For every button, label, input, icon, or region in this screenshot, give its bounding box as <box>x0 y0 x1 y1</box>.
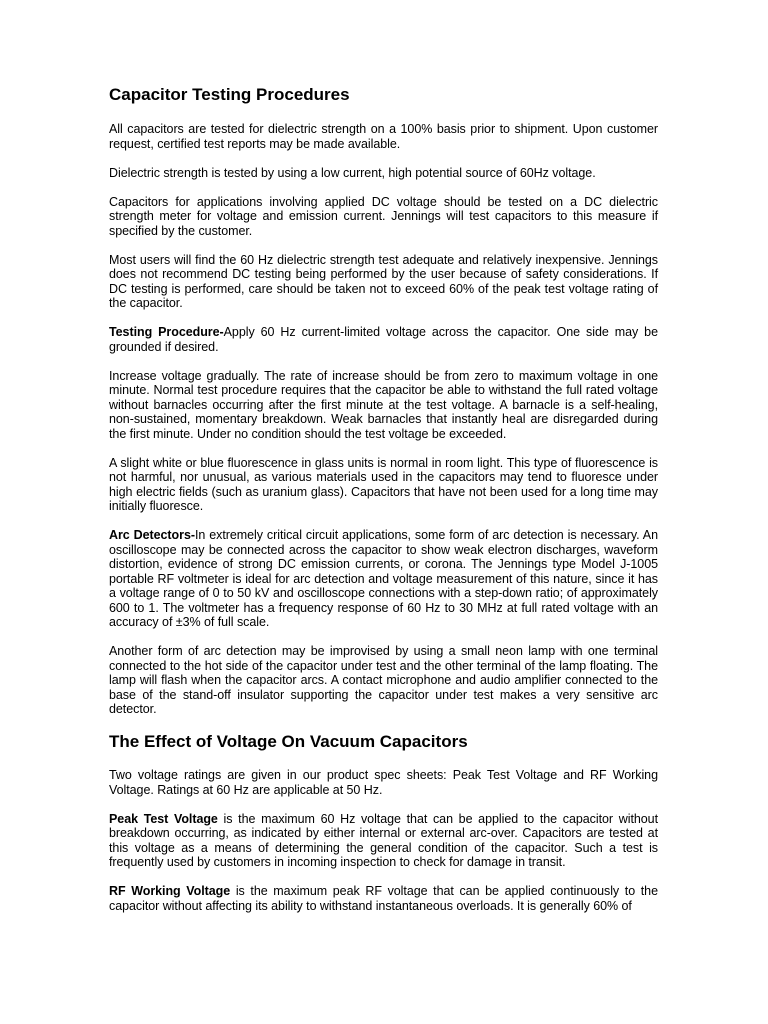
arc-detectors-text: In extremely critical circuit applications, some form of arc detection is necessary. An oscilloscope may be connected across the capacitor to show weak electron discharges, waveform distortion, evidence of strong DC emission currents, or corona. The Jennings type Model J-1005 portable RF voltmeter is ideal for arc detection and voltage measurement of this nature, since it has a voltage range of 0 to 50 kV and oscilloscope connections with a step-down ratio; of approximately 600 to 1. The voltmeter has a frequency response of 60 Hz to 30 MHz at full rated voltage with an accuracy of ±3% of full scale. <box>109 528 658 629</box>
peak-test-voltage-lead: Peak Test Voltage <box>109 811 218 826</box>
paragraph-rf-working-voltage <box>109 884 658 913</box>
document-page <box>109 84 658 913</box>
testing-procedure-text: Apply 60 Hz current-limited voltage across the capacitor. One side may be grounded if desired. <box>109 325 658 354</box>
paragraph-neon-lamp: Another form of arc detection may be improvised by using a small neon lamp with one terminal connected to the hot side of the capacitor under test and the other terminal of the lamp floating. The lamp will flash when the capacitor arcs. A contact microphone and audio amplifier connected to the base of the stand-off insulator supporting the capacitor under test makes a very sensitive arc detector. <box>109 644 658 716</box>
testing-procedure-lead: Testing Procedure- <box>109 325 224 339</box>
paragraph-peak-test-voltage <box>109 812 658 870</box>
rf-working-voltage-lead: RF Working Voltage <box>109 884 231 898</box>
paragraph-voltage-ratings: Two voltage ratings are given in our product spec sheets: Peak Test Voltage and RF Working Voltage. Ratings at 60 Hz are applicable at 50 Hz. <box>109 768 658 797</box>
paragraph-arc-detectors <box>109 528 658 630</box>
paragraph-testing-procedure <box>109 325 658 354</box>
paragraph-increase-voltage: Increase voltage gradually. The rate of increase should be from zero to maximum voltage in one minute. Normal test procedure requires that the capacitor be able to withstand the full rated voltage without barnacles occurring after the first minute at the test voltage. A barnacle is a self-healing, non-sustained, momentary breakdown. Weak barnacles that instantly heal are disregarded during the first minute. Under no condition should the test voltage be exceeded. <box>109 368 658 441</box>
peak-test-voltage-text: is the maximum 60 Hz voltage that can be applied to the capacitor without breakdown occurring, as indicated by either internal or external arc-over. Capacitors are tested at this voltage as a means of determining the general condition of the capacitor. Such a test is frequently used by customers in incoming inspection to check for damage in transit. <box>109 811 658 869</box>
paragraph-low-current-source: Dielectric strength is tested by using a low current, high potential source of 60Hz voltage. <box>109 165 596 180</box>
paragraph-60hz-adequate: Most users will find the 60 Hz dielectric strength test adequate and relatively inexpensive. Jennings does not recommend DC testing being performed by the user because of safety considerations. If DC testing is performed, care should be taken not to exceed 60% of the peak test voltage rating of the capacitor. <box>109 252 658 310</box>
paragraph-dielectric-testing: All capacitors are tested for dielectric strength on a 100% basis prior to shipment. Upon customer request, certified test reports may be made available. <box>109 122 658 151</box>
arc-detectors-lead: Arc Detectors- <box>109 528 195 542</box>
paragraph-dc-applications: Capacitors for applications involving applied DC voltage should be tested on a DC dielectric strength meter for voltage and emission current. Jennings will test capacitors to this measure if specified by the customer. <box>109 194 658 238</box>
rf-working-voltage-text: is the maximum peak RF voltage that can be applied continuously to the capacitor without affecting its ability to withstand instantaneous overloads. It is generally 60% of <box>109 884 658 913</box>
section-title-voltage-effect: The Effect of Voltage On Vacuum Capacitors <box>109 732 468 751</box>
page-title: Capacitor Testing Procedures <box>109 85 350 104</box>
paragraph-fluorescence: A slight white or blue fluorescence in glass units is normal in room light. This type of fluorescence is not harmful, nor unusual, as various materials used in the capacitors may tend to fluoresce under high electric fields (such as uranium glass). Capacitors that have not been used for a long time may initially fluoresce. <box>109 455 658 513</box>
